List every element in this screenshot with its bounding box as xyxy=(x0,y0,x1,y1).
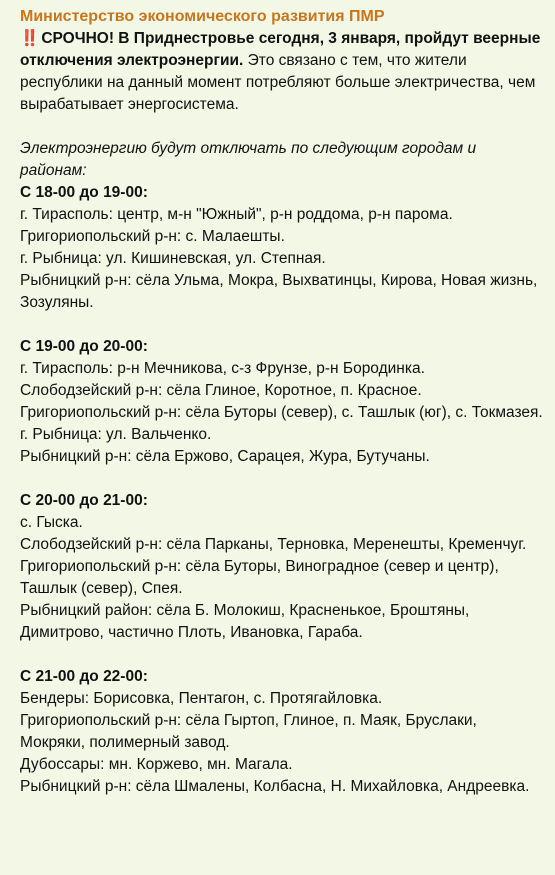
area-line: Рыбницкий р-н: сёла Шмалены, Колбасна, Н. Михайловка, Андреевка. xyxy=(20,778,530,795)
time-slot: С 18-00 до 19-00: xyxy=(20,184,148,201)
area-line: г. Тирасполь: р-н Мечникова, с-з Фрунзе, р-н Бородинка. xyxy=(20,360,425,377)
spacer xyxy=(20,314,545,336)
spacer xyxy=(20,644,545,666)
area-line: Григориопольский р-н: сёла Гыртоп, Глиное, п. Маяк, Бруслаки, Мокряки, полимерный завод. xyxy=(20,712,477,751)
schedule-block xyxy=(20,666,545,798)
area-line: Григориопольский р-н: сёла Буторы, Виноградное (север и центр), Ташлык (север), Спея. xyxy=(20,558,499,597)
area-line: г. Тирасполь: центр, м-н "Южный", р-н роддома, р-н парома. xyxy=(20,206,453,223)
area-line: с. Гыска. xyxy=(20,514,83,531)
spacer xyxy=(20,468,545,490)
area-line: г. Рыбница: ул. Кишиневская, ул. Степная. xyxy=(20,250,326,267)
area-line: г. Рыбница: ул. Вальченко. xyxy=(20,426,212,443)
area-line: Рыбницкий район: сёла Б. Молокиш, Красненькое, Броштяны, Димитрово, частично Плоть, Ивановка, Гараба. xyxy=(20,602,470,641)
time-slot: С 19-00 до 20-00: xyxy=(20,338,148,355)
sender-name[interactable]: Министерство экономического развития ПМР xyxy=(20,8,385,25)
time-slot: С 20-00 до 21-00: xyxy=(20,492,148,509)
headline xyxy=(20,28,545,116)
headline-rest: Это связано с тем, что жители республики на данный момент потребляют больше электричества, чем вырабатывает энергосистема. xyxy=(20,52,536,113)
double-exclamation-icon: ‼️ xyxy=(20,30,38,47)
time-slot: С 21-00 до 22-00: xyxy=(20,668,148,685)
spacer xyxy=(20,116,545,138)
area-line: Григориопольский р-н: с. Малаешты. xyxy=(20,228,285,245)
area-line: Рыбницкий р-н: сёла Ержово, Сарацея, Жура, Бутучаны. xyxy=(20,448,430,465)
schedule-block xyxy=(20,490,545,644)
schedule-block xyxy=(20,336,545,468)
intro-text: Электроэнергию будут отключать по следующим городам и районам: xyxy=(20,140,477,179)
area-line: Григориопольский р-н: сёла Буторы (север), с. Ташлык (юг), с. Токмазея. xyxy=(20,404,543,421)
area-line: Слободзейский р-н: сёла Глиное, Коротное, п. Красное. xyxy=(20,382,422,399)
area-line: Рыбницкий р-н: сёла Ульма, Мокра, Выхватинцы, Кирова, Новая жизнь, Зозуляны. xyxy=(20,272,538,311)
area-line: Бендеры: Борисовка, Пентагон, с. Протягайловка. xyxy=(20,690,383,707)
area-line: Слободзейский р-н: сёла Парканы, Терновка, Меренешты, Кременчуг. xyxy=(20,536,527,553)
area-line: Дубоссары: мн. Коржево, мн. Магала. xyxy=(20,756,293,773)
headline-bold: СРОЧНО! В Приднестровье сегодня, 3 января, пройдут веерные отключения электроэнергии. xyxy=(20,30,541,69)
schedule-block xyxy=(20,182,545,314)
